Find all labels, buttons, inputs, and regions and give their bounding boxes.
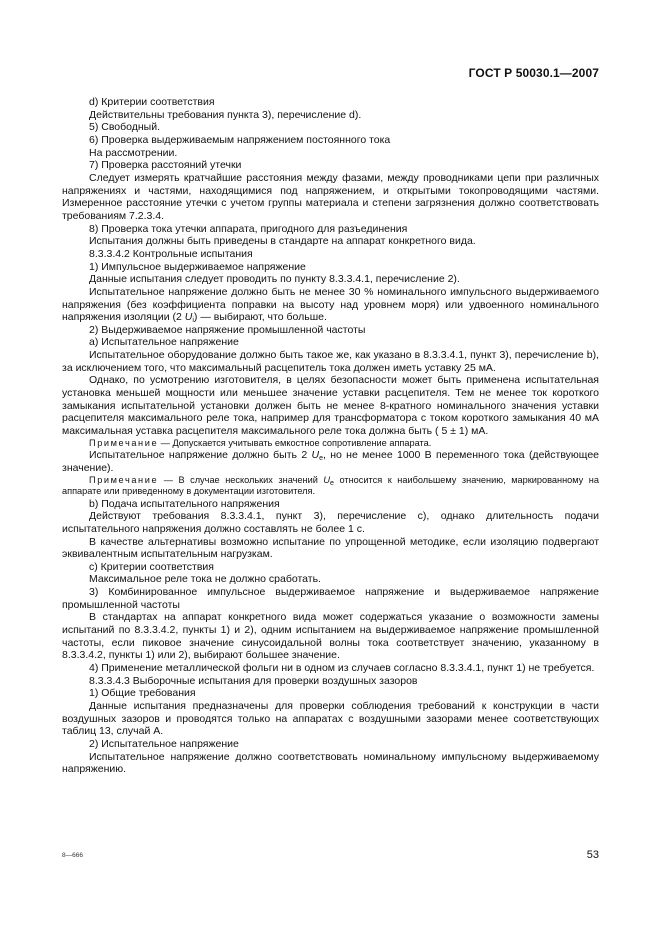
paragraph: На рассмотрении. bbox=[89, 146, 178, 159]
paragraph: a) Испытательное напряжение bbox=[89, 336, 239, 349]
paragraph: В стандартах на аппарат конкретного вида может содержаться указание о возможности замены испытаний по 8.3.3.4.2, пункты 1) и 2), одним испытанием на выдерживаемое напряжение промышленной частоты, если пиковое значение синусоидальной волны тока соответствует значению, указанному в 8.3.3.4.2, пункты 1) или 2), выбирают большее значение. bbox=[62, 611, 599, 662]
paragraph: Испытательное напряжение должно быть не менее 30 % номинального импульсного выдерживаемого напряжения (без коэффициента поправки на высоту над уровнем моря) или удвоенного номинального напряжения изоляции (2 $U_i$) — выбирают, что больше. bbox=[62, 285, 599, 325]
paragraph: 2) Испытательное напряжение bbox=[89, 738, 239, 750]
paragraph: Данные испытания следует проводить по пункту 8.3.3.4.1, перечисление 2). bbox=[89, 273, 460, 286]
paragraph: Испытательное напряжение должно соответствовать номинальному импульсному выдерживаемому напряжению. bbox=[62, 750, 599, 776]
paragraph: 2) Выдерживаемое напряжение промышленной частоты bbox=[89, 323, 366, 336]
paragraph: 5) Свободный. bbox=[89, 121, 161, 134]
paragraph: Однако, по усмотрению изготовителя, в целях безопасности может быть применена испытательная установка меньшей мощности или меньшее значение уставки расцепителя. Тем не менее ток короткого замыкания испытательной установки должен быть не менее 8-кратного номинального значения уставки расцепителя максимального реле тока, например для трансформатора с током короткого замыкания 40 мА максимальная уставка расцепителя максимального реле тока должна быть ( 5 ± 1) мА. bbox=[62, 374, 599, 438]
paragraph: Действуют требования 8.3.3.4.1, пункт 3), перечисление c), однако длительность подачи испытательного напряжения должно составлять не более 1 с. bbox=[62, 510, 599, 535]
paragraph: Следует измерять кратчайшие расстояния между фазами, между проводниками цепи при различных напряжениях и частями, находящимися под напряжением, и открытыми токопроводящими частями. Измеренное расстояние утечки с учетом группы материала и степени загрязнения должно соответствовать требованиям 7.2.3.4. bbox=[62, 171, 599, 222]
paragraph: Данные испытания предназначены для проверки соблюдения требований к конструкции в части воздушных зазоров и проводятся только на аппаратах с воздушными зазорами менее соответствующих таблиц 13, случай А. bbox=[62, 700, 599, 738]
document-body bbox=[62, 96, 599, 776]
print-mark: 8—666 bbox=[62, 852, 83, 859]
page-number: 53 bbox=[586, 849, 599, 861]
paragraph: 3) Комбинированное импульсное выдерживаемое напряжение и выдерживаемое напряжение промышленной частоты bbox=[62, 586, 599, 611]
section-heading: 8.3.3.4.2 Контрольные испытания bbox=[89, 247, 253, 260]
paragraph: 6) Проверка выдерживаемым напряжением постоянного тока bbox=[89, 133, 391, 146]
note: Примечание — В случае нескольких значений $U_e$ относится к наибольшему значению, маркированному на аппарате или приведенному в документации изготовителя. bbox=[62, 474, 599, 497]
paragraph: В качестве альтернативы возможно испытание по упрощенной методике, если изоляцию подвергают эквивалентным испытательным нагрузкам. bbox=[62, 535, 599, 561]
paragraph: 4) Применение металлической фольги ни в одном из случаев согласно 8.3.3.4.1, пункт 1) не требуется. bbox=[89, 662, 595, 675]
document-code-header: ГОСТ Р 50030.1—2007 bbox=[468, 66, 599, 80]
section-heading: 8.3.3.4.3 Выборочные испытания для проверки воздушных зазоров bbox=[89, 674, 418, 687]
paragraph: Действительны требования пункта 3), перечисление d). bbox=[89, 108, 362, 121]
paragraph: c) Критерии соответствия bbox=[89, 560, 214, 573]
paragraph: 1) Общие требования bbox=[89, 687, 196, 700]
paragraph: d) Критерии соответствия bbox=[89, 96, 215, 108]
paragraph: Максимальное реле тока не должно сработать. bbox=[89, 573, 321, 586]
paragraph: b) Подача испытательного напряжения bbox=[89, 497, 280, 510]
paragraph: Испытания должны быть приведены в стандарте на аппарат конкретного вида. bbox=[89, 235, 476, 248]
note: Примечание — Допускается учитывать емкостное сопротивление аппарата. bbox=[89, 437, 432, 448]
paragraph: Испытательное оборудование должно быть такое же, как указано в 8.3.3.4.1, пункт 3), перечисление b), за исключением того, что максимальный расцепитель тока должен иметь уставку 25 мА. bbox=[62, 349, 599, 374]
paragraph: Испытательное напряжение должно быть 2 $U_e$, но не менее 1000 В переменного тока (действующее значение). bbox=[62, 449, 599, 474]
paragraph: 1) Импульсное выдерживаемое напряжение bbox=[89, 260, 306, 273]
paragraph: 7) Проверка расстояний утечки bbox=[89, 159, 242, 172]
paragraph: 8) Проверка тока утечки аппарата, пригодного для разъединения bbox=[89, 222, 408, 235]
